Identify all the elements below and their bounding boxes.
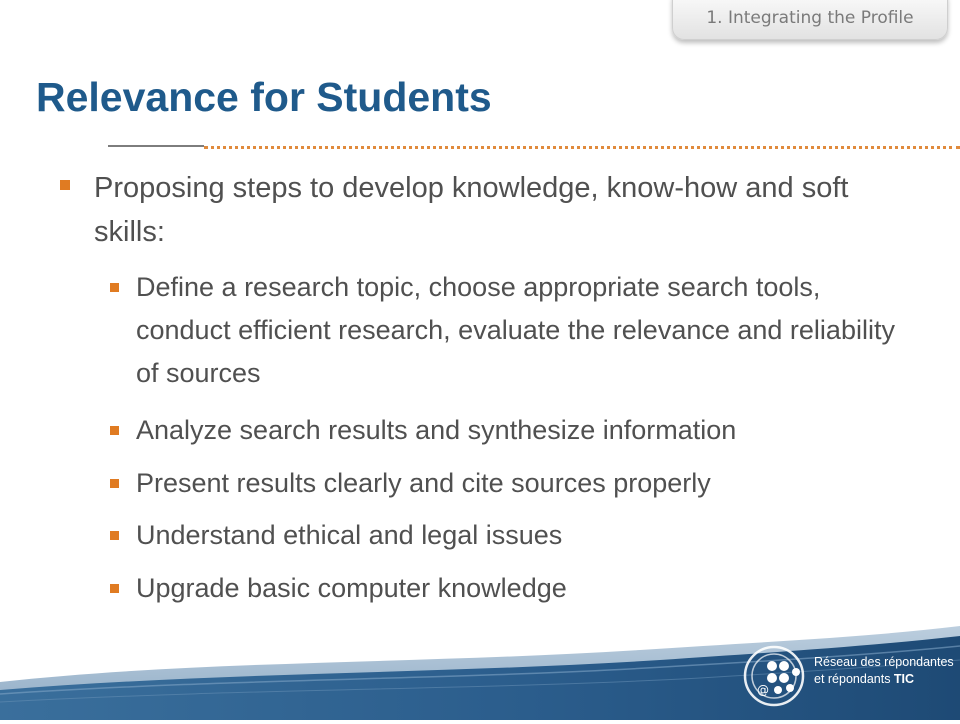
bullet-square-icon: [110, 426, 119, 435]
section-tab-label: 1. Integrating the Profile: [706, 8, 914, 28]
sub-bullet-2: Analyze search results and synthesize information: [136, 415, 737, 445]
bullet-square-icon: [110, 283, 119, 292]
section-tab: [672, 0, 948, 40]
sub-bullet-5: Upgrade basic computer knowledge: [136, 573, 567, 603]
logo-line-1: Réseau des répondantes: [814, 655, 954, 669]
slide-title: Relevance for Students: [36, 74, 492, 120]
logo-line-2: et répondants TIC: [814, 672, 915, 686]
network-dots-logo-icon: [742, 644, 806, 708]
title-rule-solid: [108, 145, 204, 147]
bullet-square-icon: [60, 180, 70, 190]
title-rule-dotted: [204, 146, 960, 149]
sub-bullet-1: Define a research topic, choose appropriate search tools, conduct efficient research, evaluate the relevance and reliability of sources: [136, 272, 895, 388]
bullet-square-icon: [110, 584, 119, 593]
bullet-square-icon: [110, 479, 119, 488]
bullet-square-icon: [110, 531, 119, 540]
sub-bullet-3: Present results clearly and cite sources properly: [136, 468, 711, 498]
organization-logo: [742, 642, 954, 712]
sub-bullet-4: Understand ethical and legal issues: [136, 520, 563, 550]
svg-text:@: @: [757, 683, 769, 697]
logo-text: [814, 654, 954, 688]
main-bullet-text: Proposing steps to develop knowledge, know-how and soft skills:: [94, 172, 849, 248]
footer-wave-band: [0, 620, 960, 720]
